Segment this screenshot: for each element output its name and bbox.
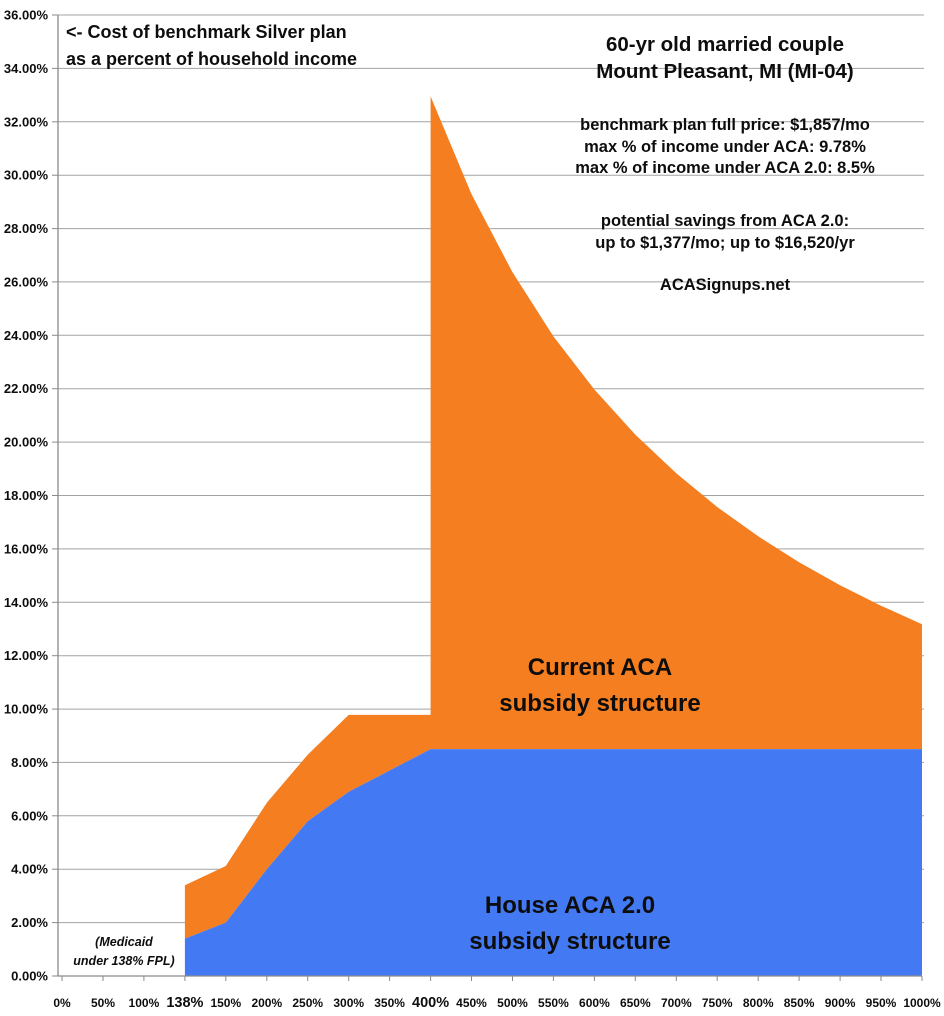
y-axis-label: 20.00% (3, 434, 48, 450)
x-axis-label: 950% (865, 996, 897, 1010)
medicaid-note-line1: (Medicaid (95, 935, 153, 949)
y-axis-label: 16.00% (3, 541, 48, 557)
cost-note-line2: as a percent of household income (66, 49, 358, 69)
savings-line1: potential savings from ACA 2.0: (600, 212, 850, 230)
x-axis-label: 650% (619, 996, 651, 1010)
x-axis-label: 800% (742, 996, 774, 1010)
x-axis-label: 750% (701, 996, 733, 1010)
y-axis-label: 34.00% (3, 60, 48, 76)
stats-block (505, 115, 944, 180)
x-axis-label: 150% (210, 996, 242, 1010)
chart-title-line1: 60-yr old married couple (605, 33, 845, 56)
y-axis-label: 0.00% (11, 968, 48, 984)
y-axis-label: 10.00% (3, 701, 48, 717)
x-axis-label: 300% (333, 996, 365, 1010)
x-axis-label: 500% (497, 996, 528, 1010)
y-axis-label: 14.00% (3, 594, 48, 610)
x-axis-label: 700% (660, 996, 692, 1010)
current-aca-area-label-line2: subsidy structure (499, 690, 701, 717)
y-axis-label: 26.00% (3, 274, 48, 290)
stats-line1: benchmark plan full price: $1,857/mo (580, 116, 870, 134)
x-axis-label: 600% (579, 996, 610, 1010)
savings-block (505, 211, 944, 254)
site-credit: ACASignups.net (659, 276, 791, 294)
y-axis-label: 28.00% (3, 221, 48, 237)
chart-title-line2: Mount Pleasant, MI (MI-04) (596, 60, 854, 83)
savings-line2: up to $1,377/mo; up to $16,520/yr (595, 233, 855, 252)
current-aca-area-label-line1: Current ACA (527, 654, 673, 681)
y-axis-label: 8.00% (11, 754, 48, 770)
house-aca-area-label-line2: subsidy structure (469, 928, 671, 955)
x-axis-label: 850% (783, 996, 815, 1010)
x-axis-label: 400% (412, 995, 450, 1011)
house-aca-area-label-line1: House ACA 2.0 (484, 892, 656, 919)
x-axis-label: 138% (166, 995, 204, 1011)
x-axis-label: 250% (292, 996, 324, 1010)
medicaid-note-line2: under 138% FPL) (73, 953, 175, 968)
stats-line3: max % of income under ACA 2.0: 8.5% (575, 159, 875, 177)
y-axis-label: 2.00% (11, 915, 48, 931)
y-axis-label: 4.00% (11, 861, 48, 877)
medicaid-note (61, 933, 187, 970)
x-axis-label: 200% (251, 996, 283, 1010)
y-axis-label: 32.00% (3, 114, 48, 130)
x-axis-label: 100% (128, 996, 160, 1010)
x-axis-label: 350% (374, 996, 405, 1010)
current-aca-area-label (430, 650, 770, 722)
x-axis-label: 450% (456, 996, 487, 1010)
y-axis-label: 36.00% (3, 7, 48, 23)
y-axis-label: 6.00% (11, 808, 48, 824)
house-aca-area-label (400, 888, 740, 960)
x-axis-label: 50% (90, 996, 116, 1010)
y-axis-label: 30.00% (3, 167, 48, 183)
y-axis-label: 22.00% (3, 381, 48, 397)
x-axis-label: 900% (824, 996, 856, 1010)
x-axis-label: 550% (538, 996, 569, 1010)
y-axis-label: 24.00% (3, 327, 48, 343)
x-axis-label: 0% (53, 996, 71, 1010)
cost-note-line1: <- Cost of benchmark Silver plan (66, 22, 347, 42)
cost-note (66, 19, 357, 73)
y-axis-label: 12.00% (3, 648, 48, 664)
x-axis-label: 1000% (903, 996, 941, 1010)
stats-line2: max % of income under ACA: 9.78% (584, 137, 866, 156)
y-axis-label: 18.00% (3, 488, 48, 503)
chart-title (505, 31, 944, 85)
